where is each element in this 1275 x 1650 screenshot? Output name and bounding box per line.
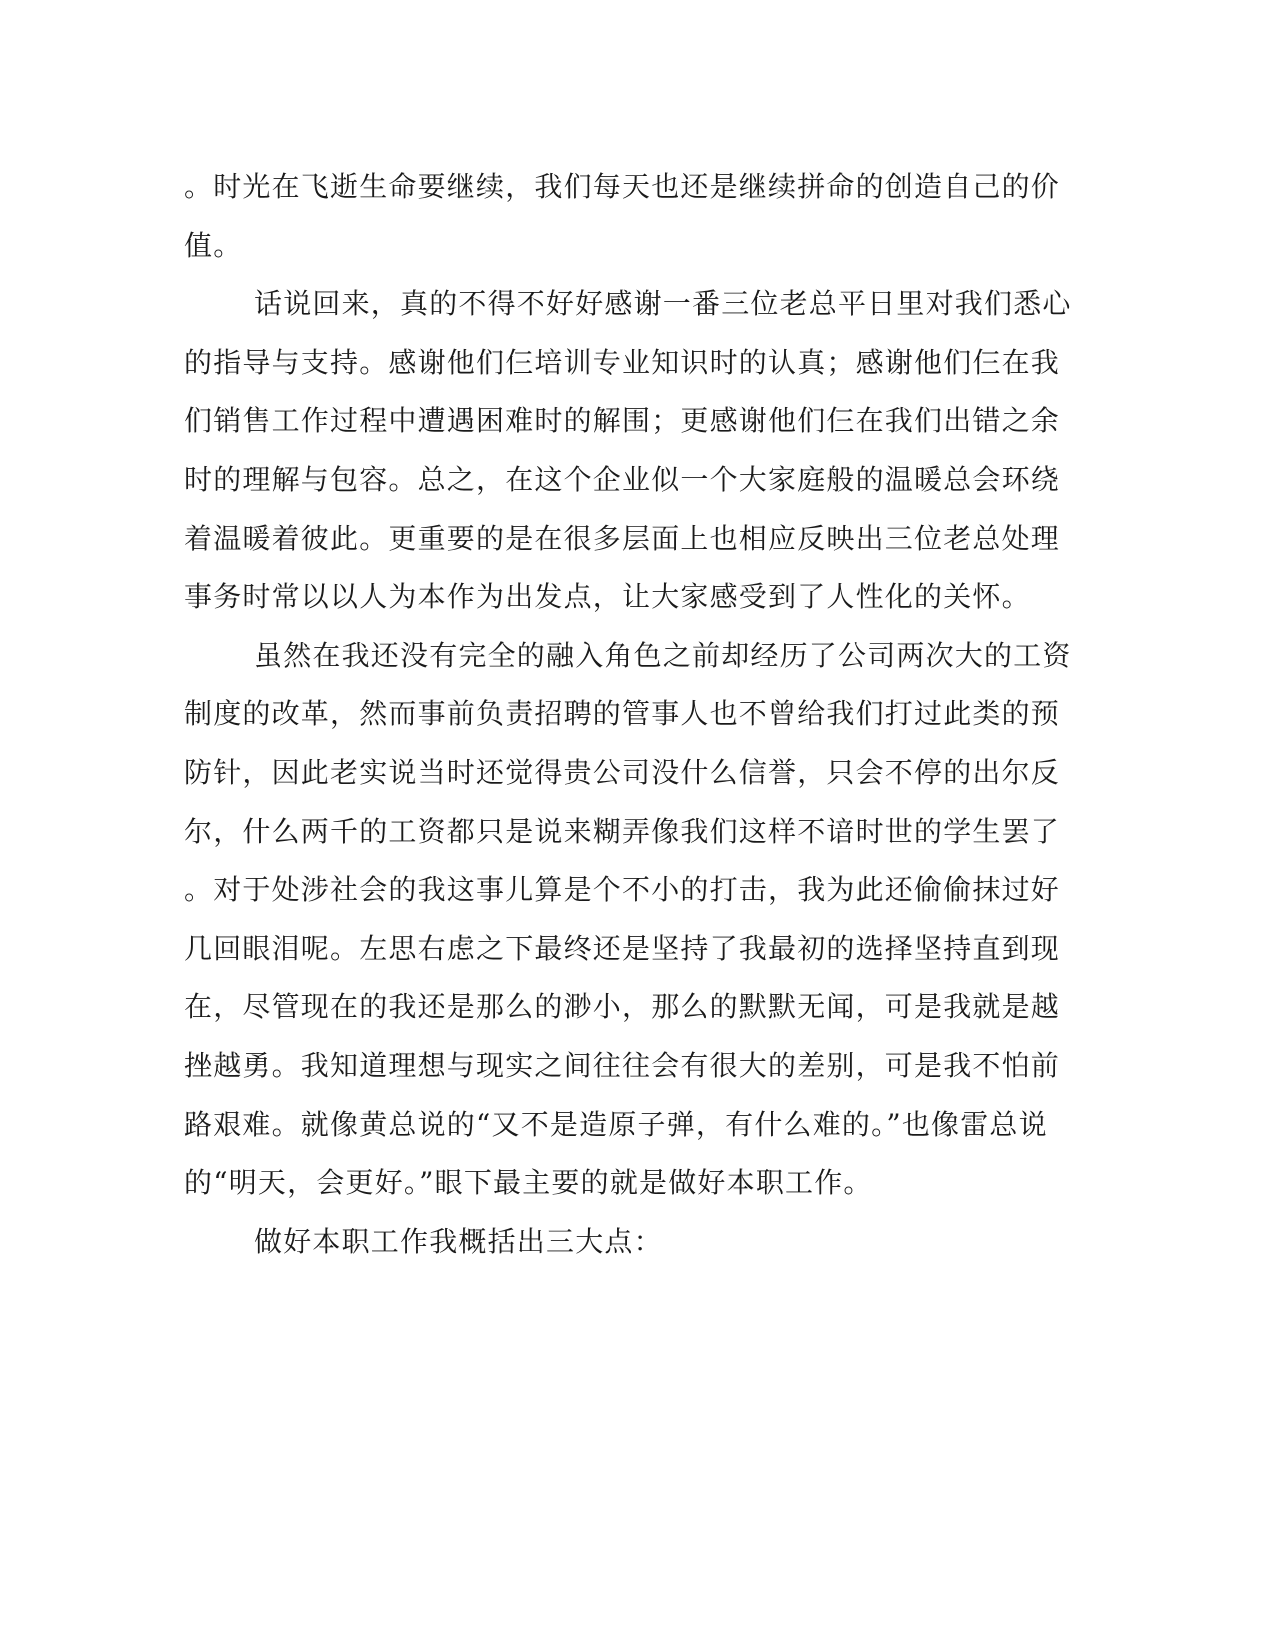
text-line: 挫越勇。我知道理想与现实之间往往会有很大的差别，可是我不怕前 xyxy=(184,1048,1061,1082)
text-line: 制度的改革，然而事前负责招聘的管事人也不曾给我们打过此类的预 xyxy=(184,697,1061,731)
text-line: 着温暖着彼此。更重要的是在很多层面上也相应反映出三位老总处理 xyxy=(184,521,1061,555)
text-line: 时的理解与包容。总之，在这个企业似一个大家庭般的温暖总会环绕 xyxy=(184,462,1061,496)
text-line: 。时光在飞逝生命要继续，我们每天也还是继续拼命的创造自己的价 xyxy=(184,170,1061,203)
text-line: 们销售工作过程中遭遇困难时的解围；更感谢他们仨在我们出错之余 xyxy=(184,404,1061,438)
text-line: 的指导与支持。感谢他们仨培训专业知识时的认真；感谢他们仨在我 xyxy=(184,345,1061,379)
text-line: 的“明天，会更好。”眼下最主要的就是做好本职工作。 xyxy=(184,1166,873,1200)
text-line: 尔，什么两千的工资都只是说来糊弄像我们这样不谙时世的学生罢了 xyxy=(184,814,1061,848)
text-line: 事务时常以以人为本作为出发点，让大家感受到了人性化的关怀。 xyxy=(184,580,1031,614)
document-body xyxy=(184,158,1072,1271)
paragraph-start-line: 做好本职工作我概括出三大点： xyxy=(254,1224,663,1258)
text-line: 在，尽管现在的我还是那么的渺小，那么的默默无闻，可是我就是越 xyxy=(184,990,1061,1024)
text-line: 几回眼泪呢。左思右虑之下最终还是坚持了我最初的选择坚持直到现 xyxy=(184,931,1061,965)
paragraph-start-line: 虽然在我还没有完全的融入角色之前却经历了公司两次大的工资 xyxy=(254,638,1072,672)
text-line: 路艰难。就像黄总说的“又不是造原子弹，有什么难的。”也像雷总说 xyxy=(184,1107,1048,1141)
text-line: 值。 xyxy=(184,228,243,262)
paragraph-start-line: 话说回来，真的不得不好好感谢一番三位老总平日里对我们悉心 xyxy=(254,287,1072,321)
text-line: 。对于处涉社会的我这事儿算是个不小的打击，我为此还偷偷抹过好 xyxy=(184,873,1061,907)
text-line: 防针，因此老实说当时还觉得贵公司没什么信誉，只会不停的出尔反 xyxy=(184,755,1061,789)
